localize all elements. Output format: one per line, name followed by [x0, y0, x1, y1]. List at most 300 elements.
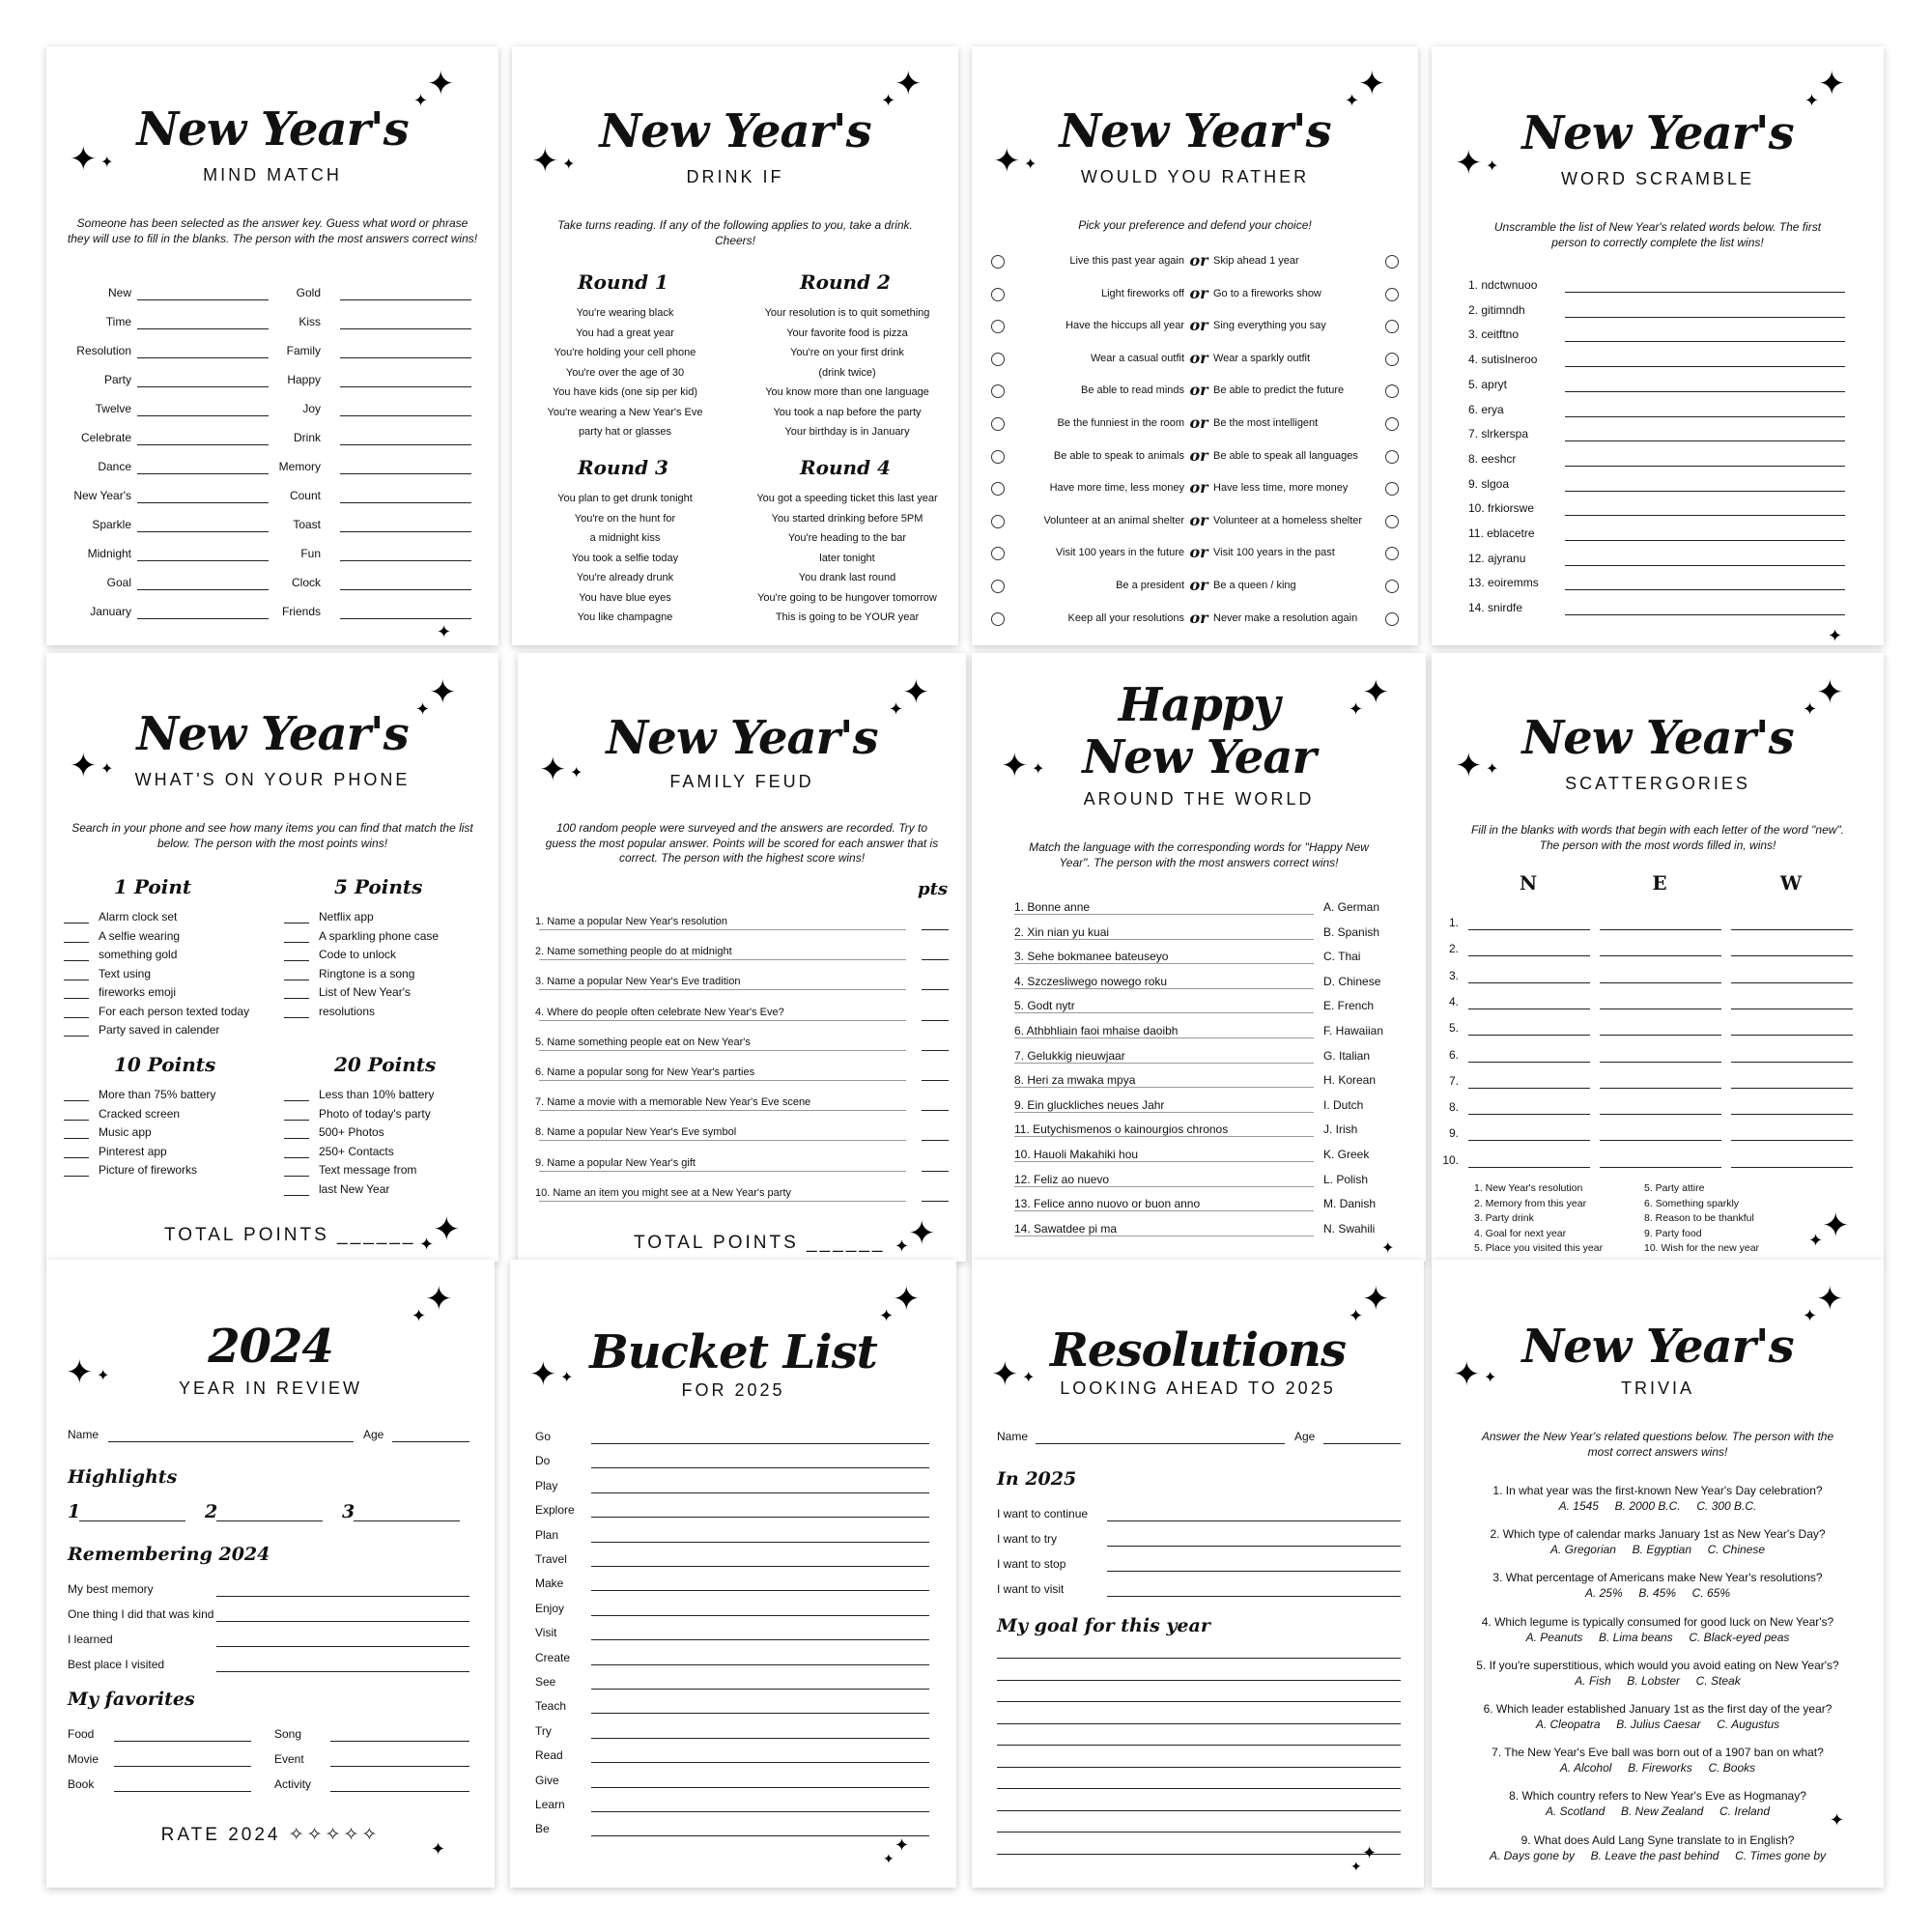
goal-line[interactable] — [997, 1658, 1401, 1659]
match-blank[interactable] — [1014, 914, 1314, 915]
category: 6. Something sparkly — [1644, 1197, 1740, 1209]
checkbox-blank[interactable] — [284, 998, 309, 999]
round-title: Round 1 — [578, 270, 668, 294]
answer-blank[interactable] — [1565, 366, 1845, 367]
bucket-field[interactable] — [591, 1738, 929, 1739]
match-blank[interactable] — [1014, 1012, 1314, 1013]
card-intro: Take turns reading. If any of the following applies to you, take a drink. Cheers! — [557, 218, 913, 247]
name-field[interactable] — [108, 1441, 354, 1442]
checkbox-blank[interactable] — [284, 1100, 309, 1101]
trivia-answers: A. Cleopatra B. Julius Caesar C. Augustus — [1535, 1718, 1780, 1731]
or-label: or — [1189, 283, 1208, 302]
answer-blank[interactable] — [1468, 1035, 1590, 1036]
mind-match-word: Midnight — [87, 547, 131, 560]
memory-field[interactable] — [216, 1596, 469, 1597]
answer-blank[interactable] — [1565, 614, 1845, 615]
round-title: Round 3 — [578, 456, 668, 479]
choice-left-radio[interactable] — [991, 482, 1005, 496]
answer-blank[interactable] — [1600, 982, 1721, 983]
phrase: 6. Athbhliain faoi mhaise daoibh — [1014, 1024, 1179, 1037]
sparkle-icon: ✦ — [1822, 1207, 1850, 1245]
checkbox-blank[interactable] — [284, 942, 309, 943]
option-left: Wear a casual outfit — [1090, 352, 1184, 364]
answer-blank[interactable] — [1565, 391, 1845, 392]
scrambled-word: 3. ceitftno — [1468, 327, 1520, 342]
category: 8. Reason to be thankful — [1644, 1212, 1754, 1225]
category: 1. New Year's resolution — [1474, 1182, 1583, 1194]
sparkle-icon: ✦ — [895, 1835, 910, 1856]
answer-blank[interactable] — [340, 357, 471, 358]
goal-line[interactable] — [997, 1767, 1401, 1768]
trivia-answers: A. Peanuts B. Lima beans C. Black-eyed peas — [1525, 1630, 1790, 1644]
bucket-label: Go — [535, 1430, 552, 1443]
answer-blank[interactable] — [539, 1171, 906, 1172]
card-word-scramble — [1432, 46, 1884, 645]
checkbox-blank[interactable] — [284, 1157, 309, 1158]
answer-blank[interactable] — [1565, 317, 1845, 318]
phone-item: 250+ Contacts — [319, 1144, 394, 1158]
checkbox-blank[interactable] — [284, 1120, 309, 1121]
row-number: 7. — [1448, 1073, 1459, 1088]
memory-field[interactable] — [216, 1671, 469, 1672]
answer-blank[interactable] — [1600, 1140, 1721, 1141]
choice-right-radio[interactable] — [1385, 450, 1399, 464]
favorite-label: Book — [68, 1777, 95, 1791]
row-number: 8. — [1448, 1100, 1459, 1115]
bucket-field[interactable] — [591, 1590, 929, 1591]
checkbox-blank[interactable] — [64, 998, 89, 999]
answer-blank[interactable] — [1565, 491, 1845, 492]
answer-blank[interactable] — [1731, 1114, 1853, 1115]
goal-line[interactable] — [997, 1832, 1401, 1833]
scrambled-word: 2. gitimndh — [1468, 302, 1525, 317]
match-blank[interactable] — [1014, 988, 1314, 989]
answer-blank[interactable] — [1468, 982, 1590, 983]
option-right: Go to a fireworks show — [1213, 287, 1321, 299]
round-item: (drink twice) — [818, 366, 876, 379]
phone-item: Picture of fireworks — [99, 1163, 198, 1177]
option-left: Be the funniest in the room — [1057, 417, 1184, 429]
favorite-field[interactable] — [114, 1791, 251, 1792]
highlight-field[interactable] — [216, 1520, 323, 1521]
choice-right-radio[interactable] — [1385, 417, 1399, 431]
match-blank[interactable] — [1014, 1112, 1314, 1113]
answer-blank[interactable] — [1565, 540, 1845, 541]
memory-label: I learned — [68, 1633, 113, 1646]
round-item: You had a great year — [576, 327, 674, 339]
answer-blank[interactable] — [137, 531, 269, 532]
card-subtitle: WORD SCRAMBLE — [1560, 169, 1754, 188]
sparkle-icon: ✦ — [97, 1366, 110, 1384]
choice-left-radio[interactable] — [991, 515, 1005, 528]
checkbox-blank[interactable] — [284, 1195, 309, 1196]
language: B. Spanish — [1323, 924, 1380, 939]
answer-blank[interactable] — [340, 444, 471, 445]
answer-blank[interactable] — [1468, 1062, 1590, 1063]
checkbox-blank[interactable] — [64, 1120, 89, 1121]
checkbox-blank[interactable] — [64, 1036, 89, 1037]
answer-blank[interactable] — [137, 473, 269, 474]
age-label: Age — [1294, 1430, 1316, 1443]
bucket-field[interactable] — [591, 1762, 929, 1763]
choice-left-radio[interactable] — [991, 255, 1005, 269]
mind-match-word: Sparkle — [92, 518, 131, 531]
name-label: Name — [68, 1428, 99, 1441]
choice-right-radio[interactable] — [1385, 482, 1399, 496]
answer-blank[interactable] — [1731, 1140, 1853, 1141]
memory-field[interactable] — [216, 1646, 469, 1647]
answer-blank[interactable] — [1468, 1140, 1590, 1141]
answer-blank[interactable] — [539, 1080, 906, 1081]
feud-question: 10. Name an item you might see at a New Year's party — [535, 1186, 792, 1199]
want-label: I want to try — [997, 1532, 1058, 1546]
choice-right-radio[interactable] — [1385, 547, 1399, 560]
phrase: 7. Gelukkig nieuwjaar — [1014, 1048, 1125, 1063]
checkbox-blank[interactable] — [64, 960, 89, 961]
favorite-field[interactable] — [114, 1766, 251, 1767]
match-blank[interactable] — [1014, 1037, 1314, 1038]
group-title: 5 Points — [334, 875, 423, 898]
match-blank[interactable] — [1014, 1136, 1314, 1137]
memory-field[interactable] — [216, 1621, 469, 1622]
or-label: or — [1189, 381, 1208, 400]
bucket-field[interactable] — [591, 1492, 929, 1493]
highlight-field[interactable] — [79, 1520, 185, 1521]
answer-blank[interactable] — [340, 386, 471, 387]
answer-blank[interactable] — [1565, 589, 1845, 590]
round-title: Round 4 — [800, 456, 891, 479]
bucket-field[interactable] — [591, 1664, 929, 1665]
match-blank[interactable] — [1014, 1063, 1314, 1064]
bucket-field[interactable] — [591, 1787, 929, 1788]
answer-blank[interactable] — [539, 989, 906, 990]
want-field[interactable] — [1107, 1571, 1401, 1572]
favorite-field[interactable] — [330, 1791, 469, 1792]
match-blank[interactable] — [1014, 939, 1314, 940]
bucket-field[interactable] — [591, 1639, 929, 1640]
sparkle-icon: ✦ — [908, 1214, 936, 1253]
answer-blank[interactable] — [1731, 1167, 1853, 1168]
answer-blank[interactable] — [340, 502, 471, 503]
answer-blank[interactable] — [1468, 1114, 1590, 1115]
option-left: Be able to speak to animals — [1053, 449, 1184, 462]
sparkle-icon: ✦ — [1455, 747, 1483, 785]
choice-right-radio[interactable] — [1385, 288, 1399, 301]
round-item: You're on your first drink — [790, 347, 904, 358]
phone-item: Netflix app — [319, 910, 374, 923]
sparkle-icon: ✦ — [1804, 91, 1820, 111]
answer-blank[interactable] — [1565, 292, 1845, 293]
checkbox-blank[interactable] — [284, 1017, 309, 1018]
answer-blank[interactable] — [1600, 1035, 1721, 1036]
choice-right-radio[interactable] — [1385, 384, 1399, 398]
phone-item: For each person texted today — [99, 1004, 250, 1018]
checkbox-blank[interactable] — [64, 1017, 89, 1018]
phrase: 3. Sehe bokmanee bateuseyo — [1014, 950, 1169, 964]
choice-left-radio[interactable] — [991, 353, 1005, 366]
answer-blank[interactable] — [539, 959, 906, 960]
card-title-line-1: Happy — [1118, 678, 1280, 732]
answer-blank[interactable] — [1731, 1088, 1853, 1089]
choice-left-radio[interactable] — [991, 288, 1005, 301]
row-number: 3. — [1448, 968, 1459, 982]
checkbox-blank[interactable] — [64, 1138, 89, 1139]
want-field[interactable] — [1107, 1520, 1401, 1521]
feud-question: 7. Name a movie with a memorable New Year's Eve scene — [535, 1096, 811, 1109]
choice-right-radio[interactable] — [1385, 320, 1399, 333]
bucket-field[interactable] — [591, 1467, 929, 1468]
choice-left-radio[interactable] — [991, 417, 1005, 431]
memory-label: My best memory — [68, 1582, 154, 1596]
choice-left-radio[interactable] — [991, 384, 1005, 398]
answer-blank[interactable] — [137, 386, 269, 387]
mind-match-word: Twelve — [95, 402, 131, 415]
goal-line[interactable] — [997, 1810, 1401, 1811]
favorite-field[interactable] — [114, 1741, 251, 1742]
phone-item: Photo of today's party — [319, 1106, 431, 1121]
answer-blank[interactable] — [539, 1110, 906, 1111]
answer-blank[interactable] — [137, 560, 269, 561]
language: H. Korean — [1323, 1073, 1377, 1088]
sparkle-icon: ✦ — [1830, 1810, 1845, 1831]
answer-blank[interactable] — [340, 328, 471, 329]
answer-blank[interactable] — [1600, 1088, 1721, 1089]
checkbox-blank[interactable] — [284, 960, 309, 961]
points-blank[interactable] — [922, 1201, 949, 1202]
sparkle-icon: ✦ — [1349, 699, 1364, 720]
answer-blank[interactable] — [137, 618, 269, 619]
card-title: New Year's — [1521, 106, 1794, 160]
age-field[interactable] — [1323, 1443, 1401, 1444]
points-blank[interactable] — [922, 1171, 949, 1172]
round-item: You took a selfie today — [571, 552, 679, 564]
age-label: Age — [363, 1428, 384, 1441]
name-field[interactable] — [1036, 1443, 1285, 1444]
phone-item: Alarm clock set — [99, 910, 178, 923]
card-intro: Pick your preference and defend your choice! — [1078, 218, 1312, 232]
answer-blank[interactable] — [1565, 565, 1845, 566]
goal-line[interactable] — [997, 1854, 1401, 1855]
card-title: New Year's — [1521, 711, 1794, 765]
phrase: 8. Heri za mwaka mpya — [1014, 1073, 1136, 1088]
bucket-field[interactable] — [591, 1811, 929, 1812]
favorite-label: Song — [274, 1727, 302, 1741]
card-subtitle: AROUND THE WORLD — [1083, 789, 1315, 809]
answer-blank[interactable] — [539, 929, 906, 930]
answer-blank[interactable] — [137, 502, 269, 503]
sparkle-icon: ✦ — [1453, 1355, 1481, 1394]
bucket-label: Visit — [535, 1626, 557, 1640]
match-blank[interactable] — [1014, 1210, 1314, 1211]
highlight-number: 2 — [205, 1501, 218, 1522]
choice-left-radio[interactable] — [991, 612, 1005, 626]
bucket-field[interactable] — [591, 1443, 929, 1444]
trivia-answers: A. 25% B. 45% C. 65% — [1584, 1586, 1731, 1601]
sparkle-icon: ✦ — [437, 622, 452, 642]
points-blank[interactable] — [922, 1080, 949, 1081]
trivia-answers: A. Gregorian B. Egyptian C. Chinese — [1549, 1543, 1766, 1557]
answer-blank[interactable] — [1565, 466, 1845, 467]
scrambled-word: 7. slrkerspa — [1468, 427, 1529, 441]
sparkle-icon: ✦ — [413, 91, 429, 111]
card-mind-match — [46, 46, 498, 645]
sparkle-icon: ✦ — [889, 699, 904, 720]
card-subtitle: WHAT'S ON YOUR PHONE — [134, 770, 411, 789]
checkbox-blank[interactable] — [284, 1138, 309, 1139]
mind-match-word: Drink — [293, 431, 321, 444]
want-field[interactable] — [1107, 1546, 1401, 1547]
match-blank[interactable] — [1014, 1186, 1314, 1187]
favorite-field[interactable] — [330, 1766, 469, 1767]
card-title: New Year's — [1521, 1320, 1794, 1374]
goal-line[interactable] — [997, 1788, 1401, 1789]
age-field[interactable] — [392, 1441, 469, 1442]
goal-line[interactable] — [997, 1680, 1401, 1681]
answer-blank[interactable] — [1565, 341, 1845, 342]
row-number: 9. — [1448, 1126, 1459, 1141]
scrambled-word: 5. apryt — [1468, 377, 1508, 391]
highlight-number: 3 — [342, 1501, 355, 1522]
want-field[interactable] — [1107, 1596, 1401, 1597]
bucket-field[interactable] — [591, 1542, 929, 1543]
goal-line[interactable] — [997, 1745, 1401, 1746]
bucket-field[interactable] — [591, 1689, 929, 1690]
letter-header: E — [1652, 871, 1667, 895]
answer-blank[interactable] — [340, 560, 471, 561]
answer-blank[interactable] — [1468, 955, 1590, 956]
goal-line[interactable] — [997, 1701, 1401, 1702]
points-blank[interactable] — [922, 1050, 949, 1051]
answer-blank[interactable] — [340, 299, 471, 300]
checkbox-blank[interactable] — [284, 1176, 309, 1177]
answer-blank[interactable] — [137, 444, 269, 445]
option-left: Light fireworks off — [1100, 287, 1184, 299]
choice-right-radio[interactable] — [1385, 612, 1399, 626]
answer-blank[interactable] — [1468, 1167, 1590, 1168]
choice-right-radio[interactable] — [1385, 580, 1399, 593]
answer-blank[interactable] — [1600, 1114, 1721, 1115]
answer-blank[interactable] — [539, 1020, 906, 1021]
answer-blank[interactable] — [340, 473, 471, 474]
answer-blank[interactable] — [539, 1140, 906, 1141]
bucket-field[interactable] — [591, 1615, 929, 1616]
answer-blank[interactable] — [1565, 440, 1845, 441]
answer-blank[interactable] — [1600, 955, 1721, 956]
points-blank[interactable] — [922, 989, 949, 990]
bucket-label: Be — [535, 1822, 550, 1836]
answer-blank[interactable] — [137, 328, 269, 329]
card-scattergories — [1432, 653, 1884, 1262]
section-title: Remembering 2024 — [68, 1544, 270, 1565]
answer-blank[interactable] — [1468, 1088, 1590, 1089]
card-title: New Year's — [136, 102, 409, 156]
phrase: 10. Hauoli Makahiki hou — [1014, 1148, 1139, 1161]
goal-line[interactable] — [997, 1723, 1401, 1724]
category: 3. Party drink — [1474, 1212, 1534, 1225]
mind-match-word: Party — [103, 373, 131, 386]
choice-right-radio[interactable] — [1385, 353, 1399, 366]
bucket-label: Teach — [535, 1699, 567, 1714]
choice-left-radio[interactable] — [991, 580, 1005, 593]
phone-item: Less than 10% battery — [319, 1088, 435, 1101]
answer-blank[interactable] — [137, 589, 269, 590]
answer-blank[interactable] — [1731, 955, 1853, 956]
sparkle-icon: ✦ — [560, 1368, 574, 1386]
choice-left-radio[interactable] — [991, 320, 1005, 333]
answer-blank[interactable] — [1731, 982, 1853, 983]
highlight-field[interactable] — [354, 1520, 460, 1521]
points-blank[interactable] — [922, 1140, 949, 1141]
answer-blank[interactable] — [1600, 1167, 1721, 1168]
answer-blank[interactable] — [1565, 515, 1845, 516]
phrase: 4. Szczesliwego nowego roku — [1014, 974, 1168, 988]
sparkle-icon: ✦ — [1381, 1238, 1395, 1257]
phone-item: last New Year — [319, 1181, 390, 1196]
bucket-field[interactable] — [591, 1835, 929, 1836]
choice-right-radio[interactable] — [1385, 255, 1399, 269]
checkbox-blank[interactable] — [64, 1157, 89, 1158]
bucket-field[interactable] — [591, 1566, 929, 1567]
answer-blank[interactable] — [340, 589, 471, 590]
answer-blank[interactable] — [340, 531, 471, 532]
group-title: 1 Point — [114, 875, 192, 898]
answer-blank[interactable] — [340, 618, 471, 619]
checkbox-blank[interactable] — [64, 942, 89, 943]
choice-left-radio[interactable] — [991, 450, 1005, 464]
sparkle-icon: ✦ — [539, 751, 567, 789]
points-blank[interactable] — [922, 959, 949, 960]
sparkle-icon: ✦ — [902, 673, 930, 712]
phrase: 14. Sawatdee pi ma — [1014, 1221, 1118, 1236]
answer-blank[interactable] — [1731, 1035, 1853, 1036]
phone-item: Text using — [99, 966, 152, 980]
section-title: My goal for this year — [997, 1615, 1210, 1636]
match-blank[interactable] — [1014, 1087, 1314, 1088]
card-title: New Year's — [136, 707, 409, 761]
answer-blank[interactable] — [1600, 929, 1721, 930]
card-title: New Year's — [606, 711, 878, 765]
answer-blank[interactable] — [1565, 416, 1845, 417]
checkbox-blank[interactable] — [64, 1176, 89, 1177]
bucket-field[interactable] — [591, 1713, 929, 1714]
answer-blank[interactable] — [340, 415, 471, 416]
card-intro: Unscramble the list of New Year's related words below. The first person to correctly complete the list wins! — [1493, 220, 1822, 249]
answer-blank[interactable] — [539, 1201, 906, 1202]
answer-blank[interactable] — [137, 415, 269, 416]
favorite-field[interactable] — [330, 1741, 469, 1742]
card-title: Bucket List — [589, 1325, 877, 1379]
checkbox-blank[interactable] — [64, 1100, 89, 1101]
points-blank[interactable] — [922, 1110, 949, 1111]
answer-blank[interactable] — [1731, 929, 1853, 930]
choice-right-radio[interactable] — [1385, 515, 1399, 528]
card-around-the-world — [972, 653, 1426, 1262]
option-right: Be able to predict the future — [1213, 384, 1345, 397]
points-blank[interactable] — [922, 929, 949, 930]
match-blank[interactable] — [1014, 963, 1314, 964]
answer-blank[interactable] — [539, 1050, 906, 1051]
choice-left-radio[interactable] — [991, 547, 1005, 560]
bucket-field[interactable] — [591, 1517, 929, 1518]
answer-blank[interactable] — [137, 299, 269, 300]
match-blank[interactable] — [1014, 1161, 1314, 1162]
answer-blank[interactable] — [137, 357, 269, 358]
sparkle-icon: ✦ — [419, 1235, 435, 1255]
points-blank[interactable] — [922, 1020, 949, 1021]
answer-blank[interactable] — [1731, 1062, 1853, 1063]
answer-blank[interactable] — [1600, 1062, 1721, 1063]
answer-blank[interactable] — [1468, 929, 1590, 930]
